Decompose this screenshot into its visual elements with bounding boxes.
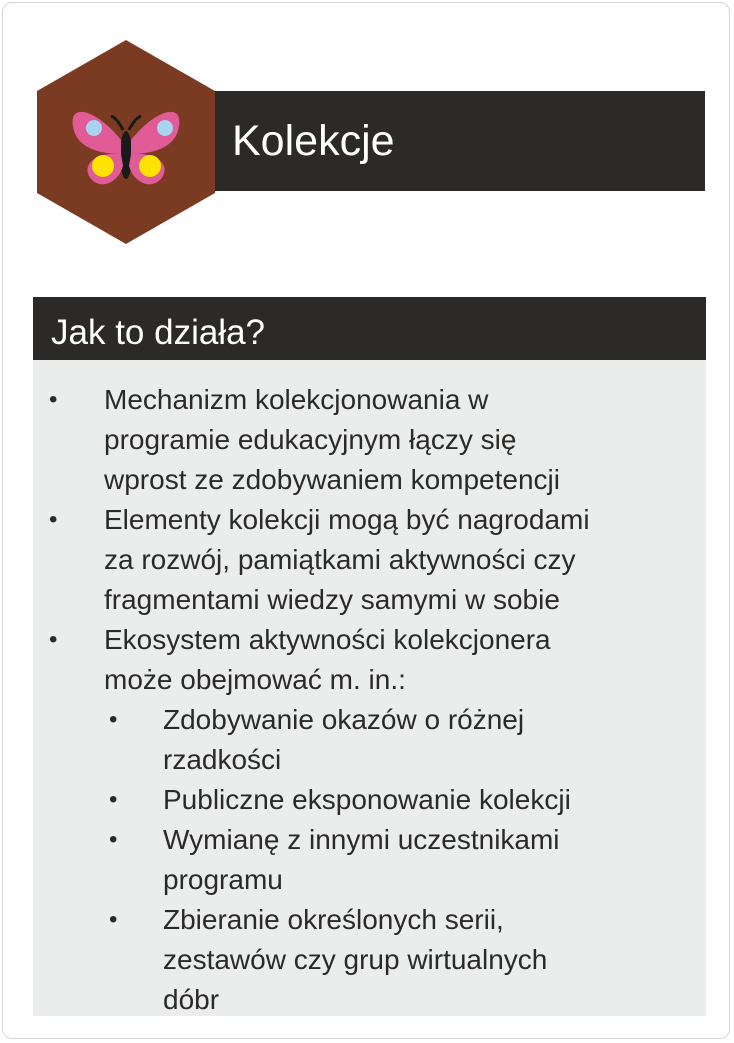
bullet-marker: • — [109, 706, 118, 733]
bullet-marker: • — [109, 826, 118, 853]
title-bar — [215, 91, 705, 191]
section-heading-bar — [33, 297, 706, 360]
sub-list-item-text: Zbieranie określonych serii, zestawów czy grup wirtualnych dóbr — [163, 904, 548, 1015]
bullet-marker: • — [109, 786, 118, 813]
section-heading: Jak to działa? — [51, 313, 266, 352]
sub-list-item-text: Publiczne eksponowanie kolekcji — [163, 784, 571, 815]
bullet-marker: • — [49, 386, 58, 413]
sub-list-item-text: Wymianę z innymi uczestnikami programu — [163, 824, 560, 895]
list-item-text: Ekosystem aktywności kolekcjonera może obejmować m. in.: — [104, 624, 551, 695]
bullet-marker: • — [49, 626, 58, 653]
list-item-text: Elementy kolekcji mogą być nagrodami za rozwój, pamiątkami aktywności czy fragmentami wiedzy samymi w sobie — [104, 504, 590, 615]
content-panel — [33, 360, 706, 1016]
sub-list-item-text: Zdobywanie okazów o różnej rzadkości — [163, 704, 525, 775]
bullet-marker: • — [49, 506, 58, 533]
page-title: Kolekcje — [232, 117, 395, 165]
category-hexagon — [37, 40, 215, 244]
list-item-text: Mechanizm kolekcjonowania w programie edukacyjnym łączy się wprost ze zdobywaniem kompetencji — [104, 384, 560, 495]
bullet-marker: • — [109, 906, 118, 933]
